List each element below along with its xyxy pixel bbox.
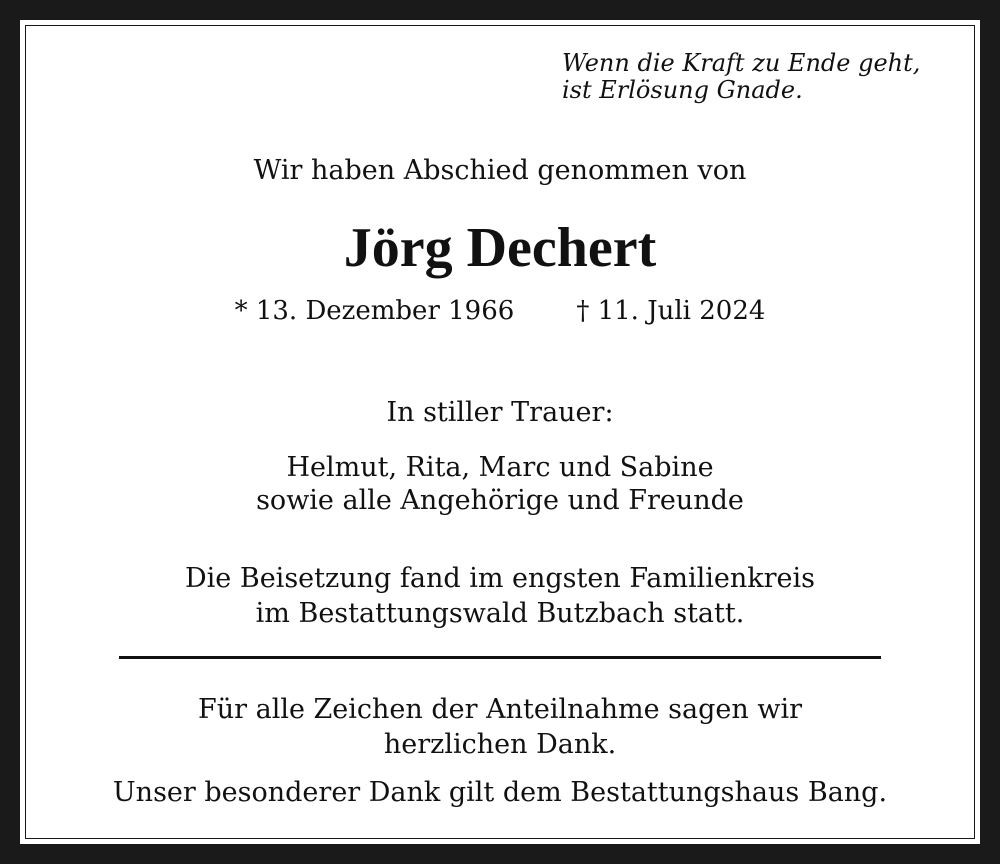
birth-date: * 13. Dezember 1966 xyxy=(234,296,515,326)
mourners-line-1: Helmut, Rita, Marc und Sabine xyxy=(286,452,714,483)
mourning-label: In stiller Trauer: xyxy=(386,397,614,428)
burial-line-2: im Bestattungswald Butzbach statt. xyxy=(255,598,745,629)
burial-line-1: Die Beisetzung fand im engsten Familienkreis xyxy=(185,563,815,594)
burial-notice xyxy=(20,561,980,631)
special-thanks: Unser besonderer Dank gilt dem Bestattungshaus Bang. xyxy=(112,777,888,808)
death-date: † 11. Juli 2024 xyxy=(576,296,766,326)
thanks-text xyxy=(20,692,980,762)
mourners-line-2: sowie alle Angehörige und Freunde xyxy=(256,485,744,516)
mourners xyxy=(20,451,980,517)
thanks-line-2: herzlichen Dank. xyxy=(383,729,617,760)
deceased-name: Jörg Dechert xyxy=(343,217,657,279)
life-dates xyxy=(20,294,980,328)
motto-quote xyxy=(562,50,920,104)
divider-line xyxy=(119,656,881,659)
motto-line-2: ist Erlösung Gnade. xyxy=(562,76,803,104)
intro-text: Wir haben Abschied genommen von xyxy=(253,155,747,186)
thanks-line-1: Für alle Zeichen der Anteilnahme sagen wir xyxy=(198,694,802,725)
motto-line-1: Wenn die Kraft zu Ende geht, xyxy=(562,49,921,77)
